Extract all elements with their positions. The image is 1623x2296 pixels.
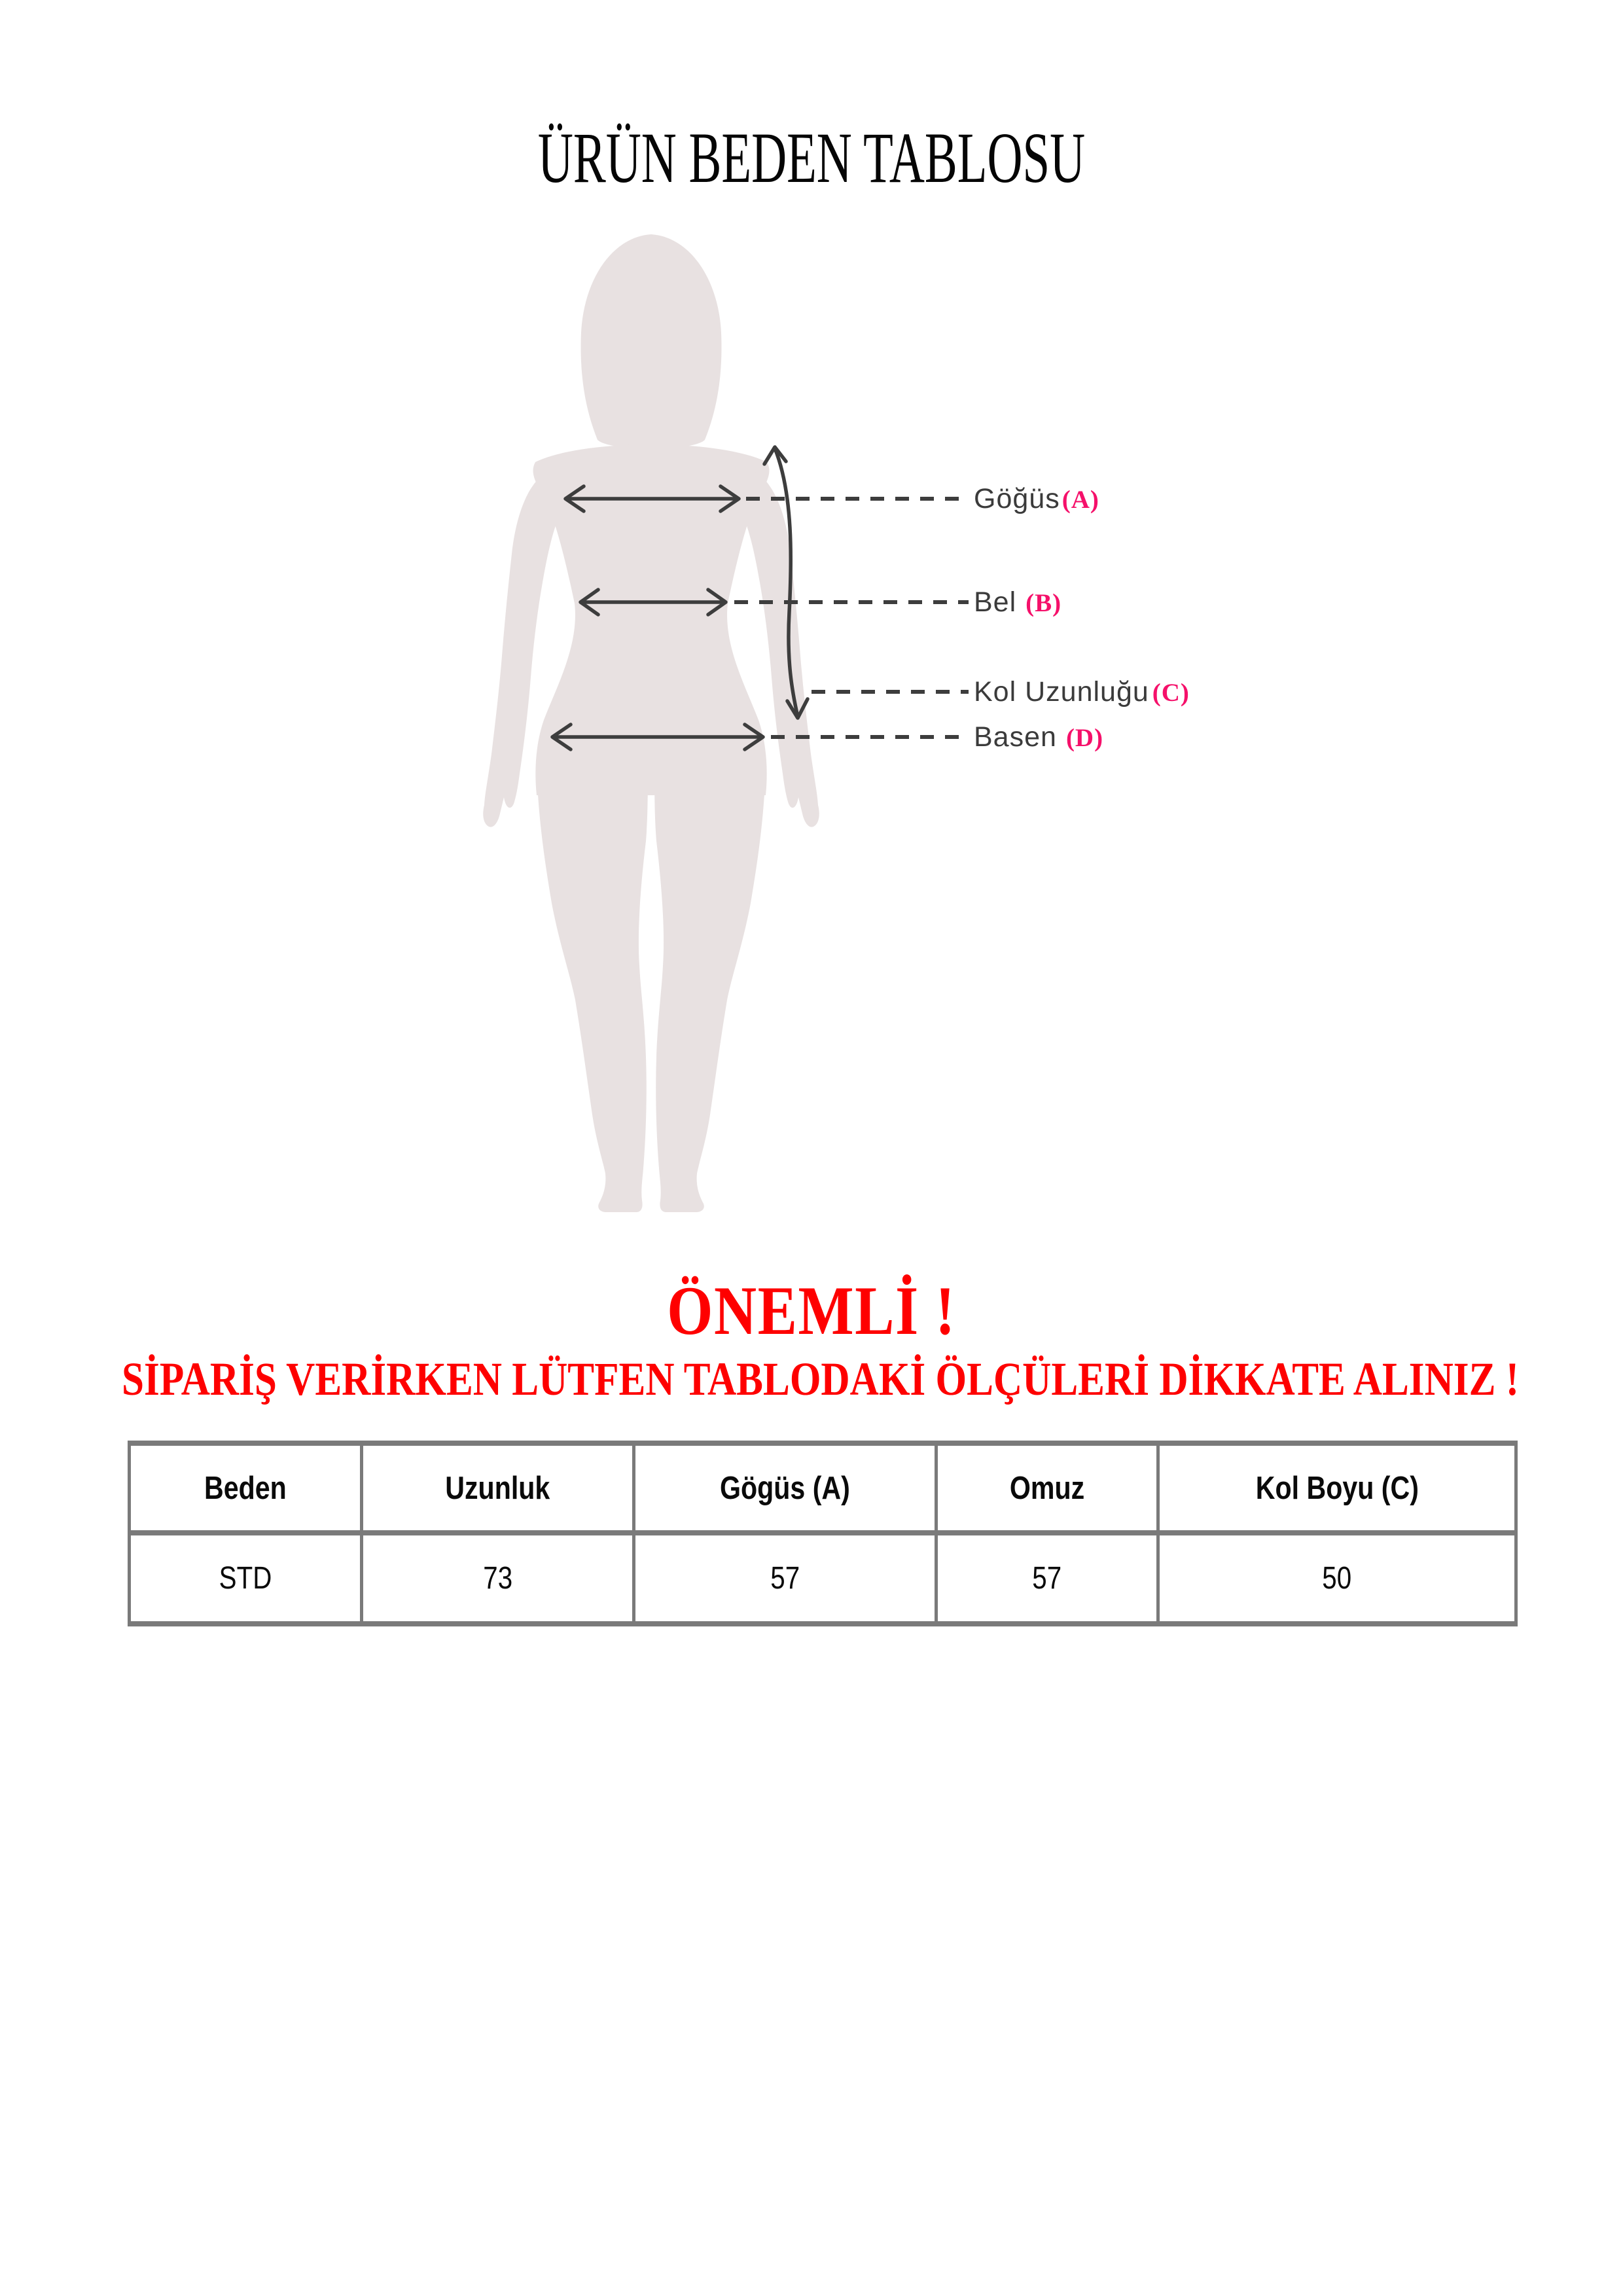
cell-kol-boyu <box>1158 1533 1516 1624</box>
arm-length-measure-code: (C) <box>1152 679 1190 707</box>
cell-omuz <box>936 1533 1158 1624</box>
header-beden-text: Beden <box>204 1470 287 1506</box>
arm-length-measure-label <box>974 673 1190 710</box>
chest-measure-code: (A) <box>1061 486 1099 514</box>
silhouette-right-leg <box>654 766 766 1212</box>
body-measurement-diagram <box>393 223 982 1244</box>
cell-gogus <box>634 1533 936 1624</box>
size-table <box>128 1441 1518 1626</box>
waist-measure-label <box>974 584 1061 620</box>
hips-measure-code: (D) <box>1065 724 1104 752</box>
size-table-header-omuz <box>936 1443 1158 1533</box>
waist-measure-text: Bel <box>974 586 1017 618</box>
hips-measure-text: Basen <box>974 721 1057 753</box>
size-table-header-gogus <box>634 1443 936 1533</box>
size-table-header-uzunluk <box>362 1443 634 1533</box>
cell-gogus-text: 57 <box>770 1561 800 1596</box>
header-gogus-text: Gögüs (A) <box>720 1470 850 1506</box>
cell-omuz-text: 57 <box>1032 1561 1062 1596</box>
size-table-row-std <box>130 1533 1516 1624</box>
size-table-header-row <box>130 1443 1516 1533</box>
header-uzunluk-text: Uzunluk <box>445 1470 550 1506</box>
silhouette-head <box>581 234 722 449</box>
header-kol-boyu-text: Kol Boyu (C) <box>1255 1470 1419 1506</box>
waist-measure-code: (B) <box>1026 589 1062 617</box>
size-table-header-beden <box>130 1443 362 1533</box>
chest-measure-label <box>974 480 1099 517</box>
cell-uzunluk <box>362 1533 634 1624</box>
cell-beden <box>130 1533 362 1624</box>
hips-measure-label <box>974 719 1103 755</box>
cell-uzunluk-text: 73 <box>483 1561 512 1596</box>
warning-note: SİPARİŞ VERİRKEN LÜTFEN TABLODAKİ ÖLÇÜLERİ DİKKATE ALINIZ ! <box>122 1353 1520 1405</box>
silhouette-left-leg <box>537 766 648 1212</box>
header-omuz-text: Omuz <box>1009 1470 1085 1506</box>
page-title: ÜRÜN BEDEN TABLOSU <box>537 118 1086 198</box>
size-table-header-kol-boyu <box>1158 1443 1516 1533</box>
warning-heading: ÖNEMLİ ! <box>667 1272 956 1349</box>
cell-beden-text: STD <box>219 1561 272 1596</box>
cell-kol-boyu-text: 50 <box>1322 1561 1352 1596</box>
chest-measure-text: Göğüs <box>974 483 1060 514</box>
female-silhouette <box>483 234 819 1212</box>
arm-length-measure-text: Kol Uzunluğu <box>974 676 1149 708</box>
